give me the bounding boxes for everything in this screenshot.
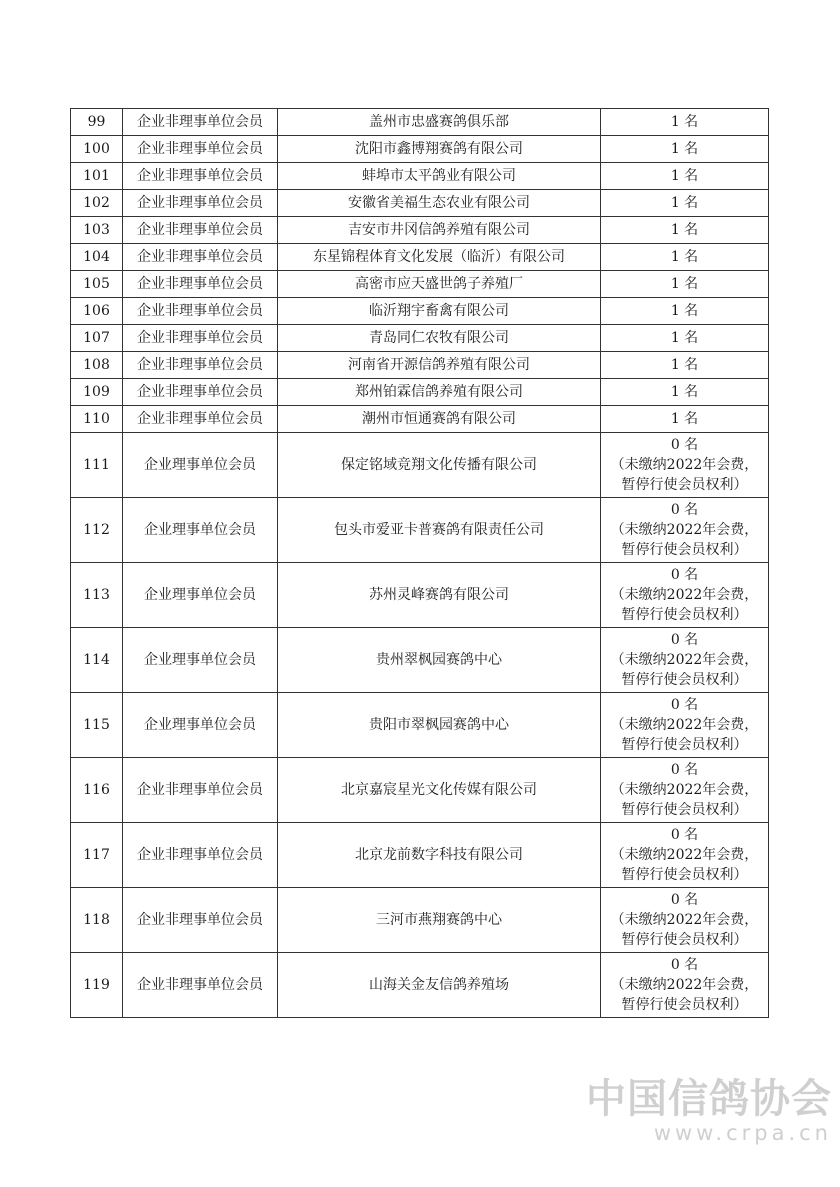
- member-type-cell: 企业非理事单位会员: [123, 325, 278, 352]
- organization-cell: 潮州市恒通赛鸽有限公司: [278, 406, 601, 433]
- table-row: [71, 758, 769, 823]
- table-row: [71, 693, 769, 758]
- table-row: [71, 888, 769, 953]
- quota-count: 1 名: [670, 114, 699, 130]
- table-row: [71, 190, 769, 217]
- quota-note: 暂停行使会员权利）: [621, 607, 748, 623]
- organization-cell: 北京龙前数字科技有限公司: [278, 823, 601, 888]
- table-row: [71, 498, 769, 563]
- quota-cell: [601, 498, 769, 563]
- member-type-cell: 企业理事单位会员: [123, 433, 278, 498]
- row-number-cell: 108: [71, 352, 123, 379]
- table-row: [71, 136, 769, 163]
- quota-count: 0 名: [670, 437, 699, 453]
- member-type-cell: 企业非理事单位会员: [123, 109, 278, 136]
- quota-count: 1 名: [670, 303, 699, 319]
- table-row: [71, 217, 769, 244]
- organization-cell: 包头市爱亚卡普赛鸽有限责任公司: [278, 498, 601, 563]
- quota-cell: [601, 379, 769, 406]
- quota-cell: [601, 628, 769, 693]
- quota-cell: [601, 109, 769, 136]
- table-row: [71, 406, 769, 433]
- table-row: [71, 433, 769, 498]
- organization-cell: 山海关金友信鸽养殖场: [278, 953, 601, 1018]
- quota-note: （未缴纳2022年会费，: [610, 652, 759, 668]
- row-number-cell: 106: [71, 298, 123, 325]
- member-table-body: [71, 109, 769, 1018]
- quota-note: 暂停行使会员权利）: [621, 867, 748, 883]
- quota-cell: [601, 271, 769, 298]
- quota-count: 0 名: [670, 697, 699, 713]
- row-number-cell: 99: [71, 109, 123, 136]
- quota-cell: [601, 244, 769, 271]
- row-number-cell: 111: [71, 433, 123, 498]
- quota-note: （未缴纳2022年会费，: [610, 457, 759, 473]
- quota-count: 0 名: [670, 762, 699, 778]
- quota-count: 1 名: [670, 195, 699, 211]
- member-type-cell: 企业理事单位会员: [123, 563, 278, 628]
- organization-cell: 东星锦程体育文化发展（临沂）有限公司: [278, 244, 601, 271]
- watermark-name: 中国信鸽协会: [586, 1076, 832, 1122]
- member-type-cell: 企业非理事单位会员: [123, 758, 278, 823]
- row-number-cell: 102: [71, 190, 123, 217]
- quota-cell: [601, 953, 769, 1018]
- table-row: [71, 628, 769, 693]
- row-number-cell: 117: [71, 823, 123, 888]
- quota-count: 1 名: [670, 357, 699, 373]
- table-row: [71, 352, 769, 379]
- quota-count: 1 名: [670, 411, 699, 427]
- member-type-cell: 企业理事单位会员: [123, 628, 278, 693]
- organization-cell: 临沂翔宇畜禽有限公司: [278, 298, 601, 325]
- row-number-cell: 110: [71, 406, 123, 433]
- member-type-cell: 企业非理事单位会员: [123, 271, 278, 298]
- organization-cell: 高密市应天盛世鸽子养殖厂: [278, 271, 601, 298]
- row-number-cell: 118: [71, 888, 123, 953]
- organization-cell: 蚌埠市太平鸽业有限公司: [278, 163, 601, 190]
- member-type-cell: 企业非理事单位会员: [123, 406, 278, 433]
- quota-note: 暂停行使会员权利）: [621, 672, 748, 688]
- quota-count: 1 名: [670, 222, 699, 238]
- quota-note: （未缴纳2022年会费，: [610, 912, 759, 928]
- member-type-cell: 企业非理事单位会员: [123, 217, 278, 244]
- quota-count: 0 名: [670, 957, 699, 973]
- table-row: [71, 325, 769, 352]
- row-number-cell: 119: [71, 953, 123, 1018]
- member-type-cell: 企业理事单位会员: [123, 693, 278, 758]
- organization-cell: 北京嘉宸星光文化传媒有限公司: [278, 758, 601, 823]
- quota-note: 暂停行使会员权利）: [621, 932, 748, 948]
- quota-count: 1 名: [670, 249, 699, 265]
- quota-count: 0 名: [670, 632, 699, 648]
- quota-cell: [601, 163, 769, 190]
- quota-count: 0 名: [670, 502, 699, 518]
- quota-note: （未缴纳2022年会费，: [610, 587, 759, 603]
- row-number-cell: 105: [71, 271, 123, 298]
- table-row: [71, 298, 769, 325]
- organization-cell: 三河市燕翔赛鸽中心: [278, 888, 601, 953]
- member-type-cell: 企业非理事单位会员: [123, 352, 278, 379]
- quota-note: （未缴纳2022年会费，: [610, 522, 759, 538]
- quota-cell: [601, 190, 769, 217]
- quota-count: 1 名: [670, 168, 699, 184]
- quota-count: 0 名: [670, 892, 699, 908]
- quota-count: 0 名: [670, 567, 699, 583]
- quota-count: 1 名: [670, 276, 699, 292]
- quota-cell: [601, 823, 769, 888]
- quota-count: 0 名: [670, 827, 699, 843]
- table-row: [71, 244, 769, 271]
- quota-cell: [601, 217, 769, 244]
- quota-note: （未缴纳2022年会费，: [610, 717, 759, 733]
- quota-cell: [601, 325, 769, 352]
- quota-count: 1 名: [670, 141, 699, 157]
- organization-cell: 安徽省美福生态农业有限公司: [278, 190, 601, 217]
- table-row: [71, 563, 769, 628]
- quota-cell: [601, 352, 769, 379]
- member-type-cell: 企业非理事单位会员: [123, 136, 278, 163]
- quota-note: 暂停行使会员权利）: [621, 802, 748, 818]
- member-type-cell: 企业非理事单位会员: [123, 823, 278, 888]
- watermark: [586, 1077, 832, 1145]
- quota-note: 暂停行使会员权利）: [621, 477, 748, 493]
- member-type-cell: 企业非理事单位会员: [123, 163, 278, 190]
- organization-cell: 贵阳市翠枫园赛鸽中心: [278, 693, 601, 758]
- organization-cell: 青岛同仁农牧有限公司: [278, 325, 601, 352]
- row-number-cell: 103: [71, 217, 123, 244]
- table-row: [71, 271, 769, 298]
- row-number-cell: 100: [71, 136, 123, 163]
- table-row: [71, 163, 769, 190]
- row-number-cell: 101: [71, 163, 123, 190]
- row-number-cell: 104: [71, 244, 123, 271]
- quota-cell: [601, 888, 769, 953]
- table-row: [71, 109, 769, 136]
- member-type-cell: 企业理事单位会员: [123, 498, 278, 563]
- organization-cell: 苏州灵峰赛鸽有限公司: [278, 563, 601, 628]
- row-number-cell: 115: [71, 693, 123, 758]
- row-number-cell: 107: [71, 325, 123, 352]
- quota-cell: [601, 298, 769, 325]
- quota-cell: [601, 758, 769, 823]
- organization-cell: 河南省开源信鸽养殖有限公司: [278, 352, 601, 379]
- quota-count: 1 名: [670, 330, 699, 346]
- row-number-cell: 116: [71, 758, 123, 823]
- row-number-cell: 112: [71, 498, 123, 563]
- quota-cell: [601, 563, 769, 628]
- organization-cell: 沈阳市鑫博翔赛鸽有限公司: [278, 136, 601, 163]
- member-type-cell: 企业非理事单位会员: [123, 888, 278, 953]
- quota-cell: [601, 693, 769, 758]
- organization-cell: 郑州铂霖信鸽养殖有限公司: [278, 379, 601, 406]
- quota-note: （未缴纳2022年会费，: [610, 782, 759, 798]
- organization-cell: 吉安市井冈信鸽养殖有限公司: [278, 217, 601, 244]
- quota-cell: [601, 433, 769, 498]
- watermark-url: www.crpa.cn: [653, 1121, 832, 1145]
- member-type-cell: 企业非理事单位会员: [123, 190, 278, 217]
- table-row: [71, 953, 769, 1018]
- row-number-cell: 113: [71, 563, 123, 628]
- quota-count: 1 名: [670, 384, 699, 400]
- quota-note: 暂停行使会员权利）: [621, 542, 748, 558]
- row-number-cell: 109: [71, 379, 123, 406]
- organization-cell: 贵州翠枫园赛鸽中心: [278, 628, 601, 693]
- member-type-cell: 企业非理事单位会员: [123, 953, 278, 1018]
- member-type-cell: 企业非理事单位会员: [123, 244, 278, 271]
- table-row: [71, 823, 769, 888]
- quota-cell: [601, 406, 769, 433]
- quota-note: 暂停行使会员权利）: [621, 737, 748, 753]
- row-number-cell: 114: [71, 628, 123, 693]
- organization-cell: 保定铭域竞翔文化传播有限公司: [278, 433, 601, 498]
- quota-note: （未缴纳2022年会费，: [610, 977, 759, 993]
- member-table: [70, 108, 769, 1018]
- organization-cell: 盖州市忠盛赛鸽俱乐部: [278, 109, 601, 136]
- quota-note: （未缴纳2022年会费，: [610, 847, 759, 863]
- quota-cell: [601, 136, 769, 163]
- quota-note: 暂停行使会员权利）: [621, 997, 748, 1013]
- member-type-cell: 企业非理事单位会员: [123, 298, 278, 325]
- table-row: [71, 379, 769, 406]
- member-type-cell: 企业非理事单位会员: [123, 379, 278, 406]
